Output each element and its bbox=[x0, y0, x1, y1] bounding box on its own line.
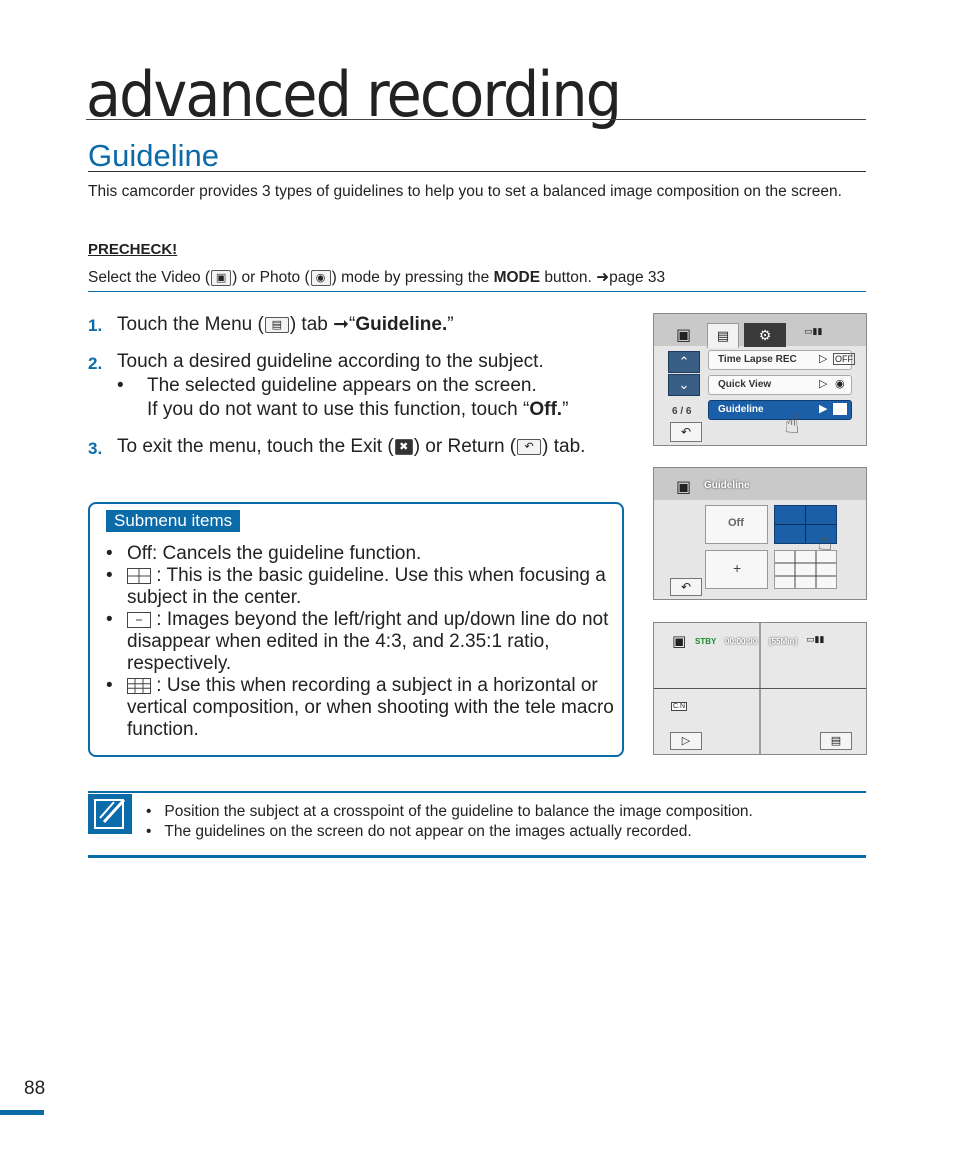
chapter-rule bbox=[86, 119, 866, 120]
step-2-text: Touch a desired guideline according to the subject. bbox=[117, 351, 544, 372]
section-title: Guideline bbox=[88, 138, 219, 173]
menu-tab-icon: ▤ bbox=[265, 317, 289, 333]
menu-page-indicator: 6 / 6 bbox=[672, 406, 692, 417]
intro-text: This camcorder provides 3 types of guidelines to help you to set a balanced image composition on the screen. bbox=[88, 183, 842, 200]
ratio-guide-icon bbox=[127, 612, 151, 628]
arrow-icon: ➞ bbox=[333, 314, 350, 335]
guideline-screen-title: Guideline bbox=[704, 480, 750, 491]
step-3-text: To exit the menu, touch the Exit ( ✖ ) or Return ( ↶ ) tab. bbox=[117, 436, 586, 457]
menu-tab-icon[interactable]: ▤ bbox=[707, 323, 739, 348]
battery-icon: ▭▮▮ bbox=[804, 326, 823, 336]
camera-icon: ▣ bbox=[676, 479, 692, 496]
play-arrow-icon: ▶ bbox=[819, 403, 828, 415]
chapter-title: advanced recording bbox=[86, 58, 621, 131]
submenu-item-center-grid: • : This is the basic guideline. Use this when focusing a subject in the center. bbox=[106, 565, 606, 608]
settings-tab-icon[interactable]: ⚙ bbox=[744, 323, 786, 347]
mode-word: MODE bbox=[493, 269, 541, 286]
counter-icon: C.N bbox=[673, 703, 686, 710]
play-arrow-icon: ▷ bbox=[819, 378, 828, 390]
menu-item-quick-view[interactable]: Quick View ▷ ◉ bbox=[708, 375, 852, 395]
playback-button[interactable]: ▷ bbox=[670, 732, 702, 750]
play-arrow-icon: ▷ bbox=[819, 353, 828, 365]
menu-item-guideline[interactable]: Guideline ▶ bbox=[708, 400, 852, 420]
submenu-item-ratio-grid: • : Images beyond the left/right and up/down line do not disappear when edited in the 4:3, and 2.35:1 ratio, respectively. bbox=[106, 609, 609, 674]
note-rule-top bbox=[88, 791, 866, 793]
step-2-number: 2. bbox=[88, 354, 103, 373]
battery-icon: ▭▮▮ bbox=[806, 634, 825, 644]
note-1: • Position the subject at a crosspoint of the guideline to balance the image composition. bbox=[146, 803, 753, 820]
precheck-text: Select the Video ( ▣ ) or Photo ( ◉ ) mode by pressing the MODE button. ➜page 33 bbox=[88, 269, 666, 286]
return-icon: ↶ bbox=[517, 439, 541, 455]
submenu-label: Submenu items bbox=[106, 510, 240, 532]
touch-hand-icon: ☝ bbox=[784, 409, 800, 439]
play-circle-icon: ◉ bbox=[835, 378, 845, 390]
page-ref: page 33 bbox=[609, 269, 666, 286]
page-ref-arrow-icon: ➜ bbox=[596, 269, 610, 286]
submenu-item-thirds-grid: • : Use this when recording a subject in a horizontal or vertical composition, or when shooting with the tele macro function. bbox=[106, 675, 614, 740]
record-timer: 00:00:00 bbox=[725, 637, 758, 646]
thirds-grid-icon bbox=[127, 678, 151, 694]
scroll-down-button[interactable]: ⌄ bbox=[668, 374, 700, 396]
stby-status: STBY bbox=[695, 637, 717, 646]
return-button[interactable]: ↶ bbox=[670, 422, 702, 442]
off-icon: OFF bbox=[835, 354, 853, 364]
precheck-rule bbox=[88, 291, 866, 292]
exit-icon: ✖ bbox=[395, 439, 413, 455]
step-1-number: 1. bbox=[88, 316, 103, 335]
note-2: • The guidelines on the screen do not appear on the images actually recorded. bbox=[146, 823, 692, 840]
note-rule-bottom bbox=[88, 855, 866, 858]
page-number: 88 bbox=[24, 1078, 46, 1099]
step-1-text: Touch the Menu ( ▤ ) tab ➞“Guideline.” bbox=[117, 314, 454, 335]
guideline-screen bbox=[653, 467, 867, 600]
photo-mode-icon: ◉ bbox=[311, 270, 331, 286]
menu-item-time-lapse[interactable]: Time Lapse REC ▷ OFF bbox=[708, 350, 852, 370]
step-3-number: 3. bbox=[88, 439, 103, 458]
recording-screen bbox=[653, 622, 867, 755]
menu-button[interactable]: ▤ bbox=[820, 732, 852, 750]
step-2-sub1: The selected guideline appears on the screen. bbox=[147, 375, 537, 396]
option-off[interactable]: Off bbox=[705, 505, 768, 544]
precheck-label: PRECHECK! bbox=[88, 241, 178, 258]
remaining-time: [55Min] bbox=[769, 637, 797, 646]
video-mode-icon: ▣ bbox=[211, 270, 231, 286]
return-button[interactable]: ↶ bbox=[670, 578, 702, 596]
scroll-up-button[interactable]: ⌃ bbox=[668, 351, 700, 373]
section-rule bbox=[88, 171, 866, 172]
touch-hand-icon: ☝ bbox=[817, 526, 833, 556]
page-number-bar bbox=[0, 1110, 44, 1115]
camera-icon: ▣ bbox=[676, 327, 692, 344]
step-2-sub2: If you do not want to use this function, touch “Off.” bbox=[147, 399, 569, 420]
guideline-value-icon bbox=[833, 403, 847, 415]
menu-screen bbox=[653, 313, 867, 446]
camera-icon: ▣ bbox=[672, 633, 687, 650]
option-ratio-guide[interactable]: + bbox=[705, 550, 768, 589]
center-grid-icon bbox=[127, 568, 151, 584]
note-pencil-icon bbox=[88, 794, 132, 834]
bullet-dot: • bbox=[117, 375, 124, 396]
